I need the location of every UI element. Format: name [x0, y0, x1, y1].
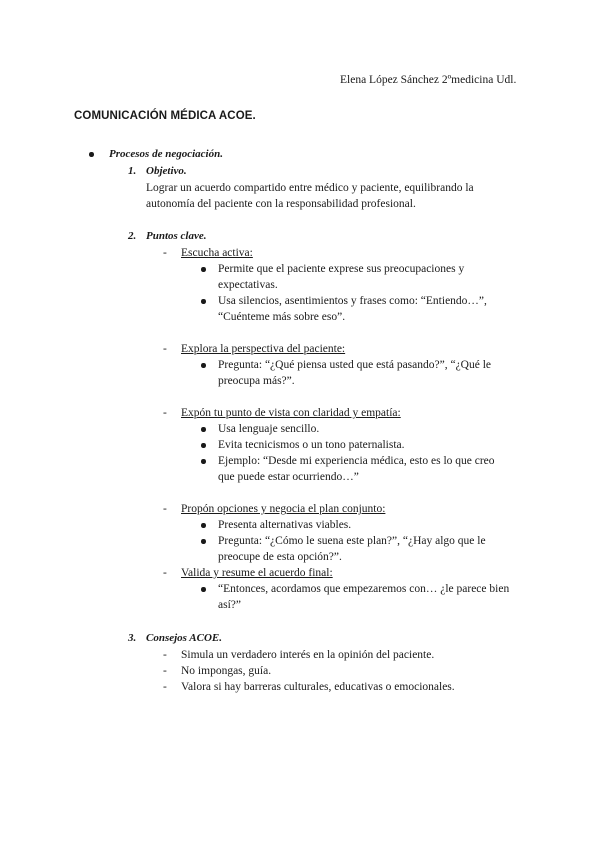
objective-number: 1. — [128, 165, 137, 177]
bullet-dot — [201, 421, 206, 437]
bullet-dot — [201, 437, 206, 453]
bullet-text-line: preocupa más?”. — [218, 375, 295, 387]
bullet-text-line: Presenta alternativas viables. — [218, 519, 352, 531]
bullet-dot — [201, 581, 206, 597]
bullet-text-line: que puede estar ocurriendo…” — [218, 471, 359, 483]
bullet-text-line: preocupe de esta opción?”. — [218, 551, 342, 563]
bullet-dot — [201, 261, 206, 277]
dash-marker: - — [163, 343, 167, 355]
dash-marker: - — [163, 503, 167, 515]
bullet-text-line: Evita tecnicismos o un tono paternalista. — [218, 439, 405, 451]
objective-text-line: autonomía del paciente con la responsabilidad profesional. — [146, 198, 416, 210]
tip-item: Simula un verdadero interés en la opinión del paciente. — [181, 649, 435, 661]
keypoint-label: Valida y resume el acuerdo final: — [181, 567, 333, 579]
bullet-dot — [201, 293, 206, 309]
tip-item: Valora si hay barreras culturales, educativas o emocionales. — [181, 681, 455, 693]
bullet-text-line: así?” — [218, 599, 241, 611]
tips-number: 3. — [128, 632, 137, 644]
bullet-text-line: expectativas. — [218, 279, 278, 291]
bullet-dot — [201, 533, 206, 549]
bullet-dot — [201, 517, 206, 533]
keypoint-label: Propón opciones y negocia el plan conjunto: — [181, 503, 386, 515]
bullet-dot — [201, 453, 206, 469]
dash-marker: - — [163, 649, 167, 661]
section-bullet — [89, 146, 94, 162]
bullet-text-line: Usa lenguaje sencillo. — [218, 423, 320, 435]
author-line: Elena López Sánchez 2ºmedicina Udl. — [340, 74, 517, 86]
bullet-text-line: “Cuénteme más sobre eso”. — [218, 311, 346, 323]
bullet-text-line: Ejemplo: “Desde mi experiencia médica, esto es lo que creo — [218, 455, 495, 467]
tips-heading: Consejos ACOE. — [146, 632, 223, 644]
bullet-text-line: Pregunta: “¿Qué piensa usted que está pasando?”, “¿Qué le — [218, 359, 492, 371]
document-title: COMUNICACIÓN MÉDICA ACOE. — [74, 110, 256, 122]
keypoint-label: Explora la perspectiva del paciente: — [181, 343, 346, 355]
bullet-text-line: “Entonces, acordamos que empezaremos con… ¿le parece bien — [218, 583, 510, 595]
keypoints-number: 2. — [128, 230, 137, 242]
bullet-text-line: Usa silencios, asentimientos y frases como: “Entiendo…”, — [218, 295, 487, 307]
dash-marker: - — [163, 407, 167, 419]
dash-marker: - — [163, 567, 167, 579]
keypoint-label: Escucha activa: — [181, 247, 253, 259]
keypoints-heading: Puntos clave. — [146, 230, 207, 242]
objective-heading: Objetivo. — [146, 165, 187, 177]
keypoint-label: Expón tu punto de vista con claridad y empatía: — [181, 407, 401, 419]
bullet-text-line: Permite que el paciente exprese sus preocupaciones y — [218, 263, 465, 275]
tip-item: No impongas, guía. — [181, 665, 272, 677]
bullet-dot — [201, 357, 206, 373]
objective-text-line: Lograr un acuerdo compartido entre médico y paciente, equilibrando la — [146, 182, 474, 194]
dash-marker: - — [163, 665, 167, 677]
dash-marker: - — [163, 681, 167, 693]
dash-marker: - — [163, 247, 167, 259]
section-heading: Procesos de negociación. — [109, 148, 223, 160]
bullet-text-line: Pregunta: “¿Cómo le suena este plan?”, “¿Hay algo que le — [218, 535, 486, 547]
